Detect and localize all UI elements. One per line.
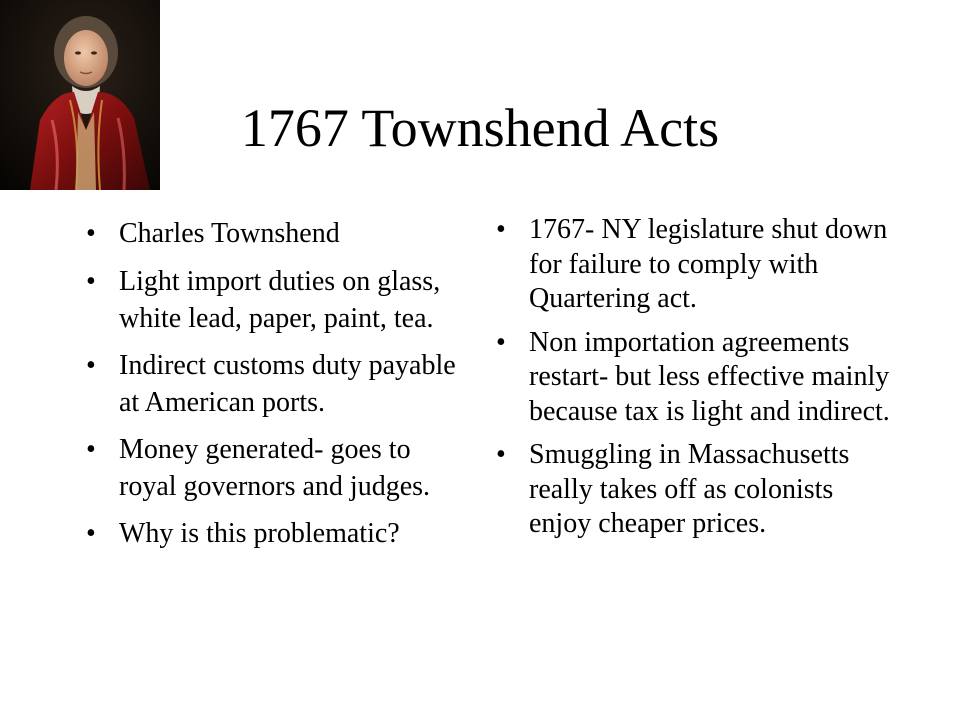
slide-title: 1767 Townshend Acts xyxy=(240,98,720,158)
list-item: • Why is this problematic? xyxy=(86,515,471,553)
portrait-icon xyxy=(0,0,160,190)
list-item: • 1767- NY legislature shut down for failure to comply with Quartering act. xyxy=(496,213,896,317)
list-item: • Non importation agreements restart- but less effective mainly because tax is light and indirect. xyxy=(496,326,896,430)
list-item: • Indirect customs duty payable at American ports. xyxy=(86,347,471,421)
list-item: • Charles Townshend xyxy=(86,215,471,253)
list-item: • Light import duties on glass, white lead, paper, paint, tea. xyxy=(86,263,471,337)
right-bullet-list xyxy=(496,213,896,551)
list-item: • Smuggling in Massachusetts really takes off as colonists enjoy cheaper prices. xyxy=(496,438,896,542)
left-bullet-list xyxy=(86,215,471,563)
list-item: • Money generated- goes to royal governors and judges. xyxy=(86,431,471,505)
portrait-image xyxy=(0,0,160,190)
